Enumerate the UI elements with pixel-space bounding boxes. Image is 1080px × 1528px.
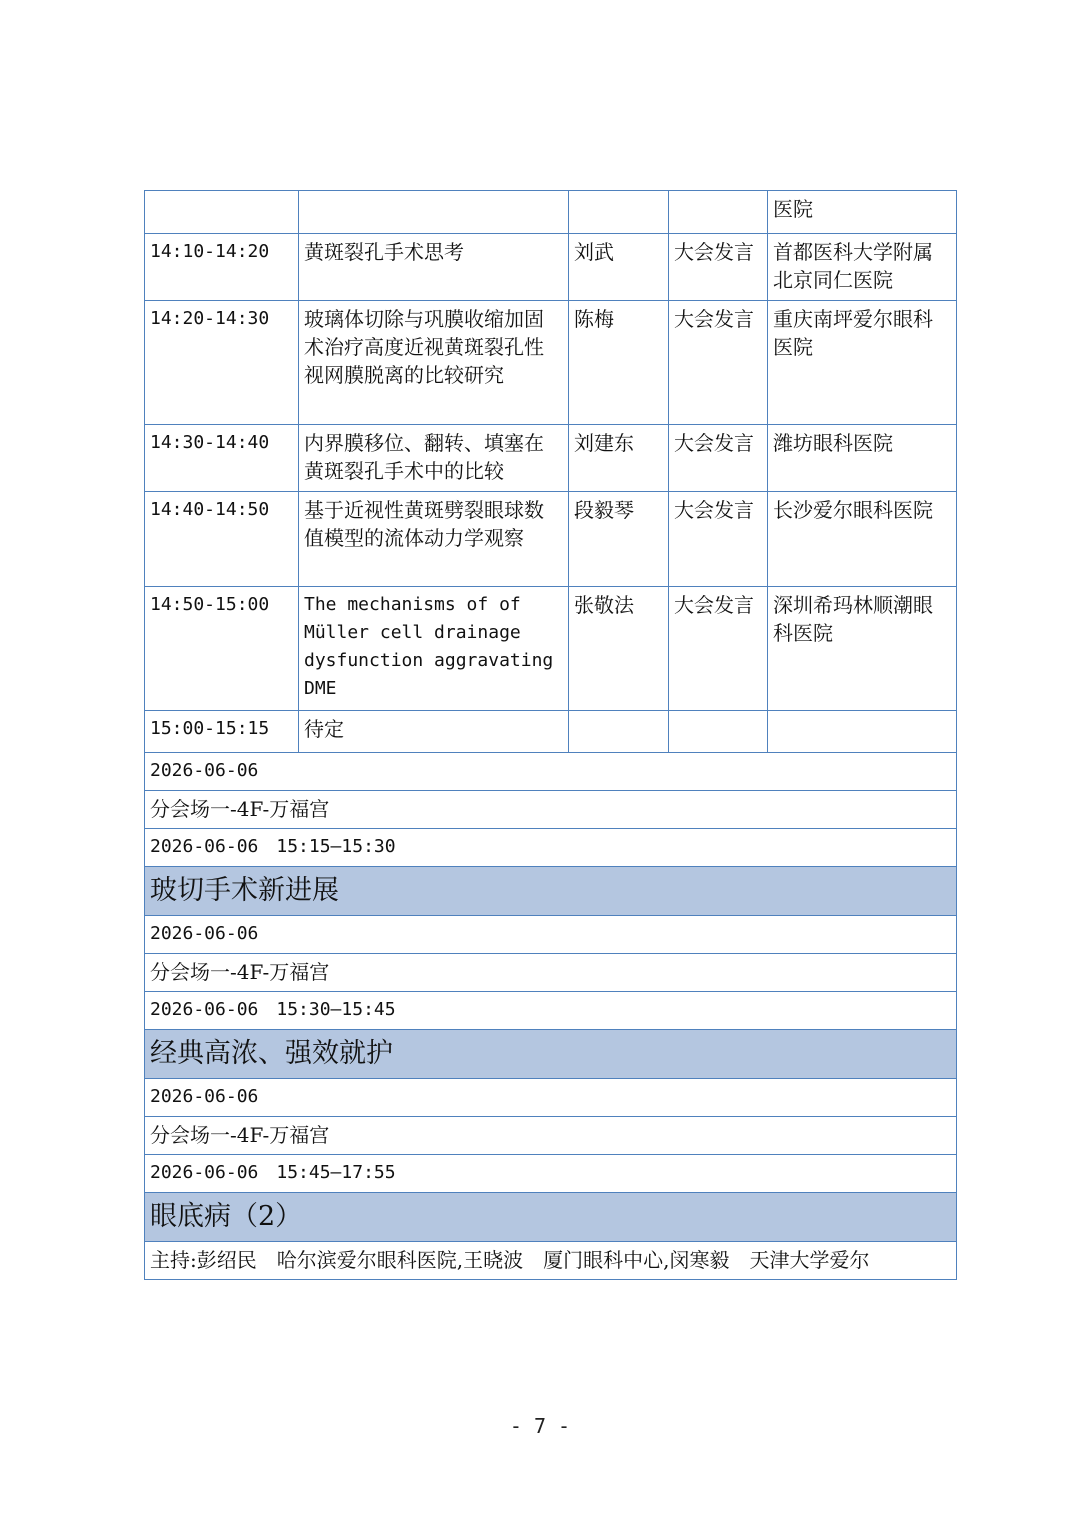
session-date-row [145, 1079, 957, 1117]
schedule-sheet [144, 190, 956, 1280]
session-heading-row [145, 1030, 957, 1079]
speaker-cell: 刘建东 [569, 425, 669, 492]
table-row [145, 191, 957, 234]
org-cell: 潍坊眼科医院 [768, 425, 957, 492]
org-cell: 首都医科大学附属北京同仁医院 [768, 234, 957, 301]
org-cell: 医院 [768, 191, 957, 234]
session-date: 2026-06-06 [145, 916, 957, 954]
table-row [145, 425, 957, 492]
session-date: 2026-06-06 [145, 753, 957, 791]
page-number: - 7 - [509, 1414, 571, 1438]
time-cell: 14:40-14:50 [145, 492, 299, 587]
host-row [145, 1242, 957, 1280]
table-row [145, 234, 957, 301]
speaker-cell: 段毅琴 [569, 492, 669, 587]
table-row [145, 711, 957, 753]
session-title: 眼底病（2） [145, 1193, 957, 1242]
title-cell: 内界膜移位、翻转、填塞在黄斑裂孔手术中的比较 [299, 425, 569, 492]
type-cell: 大会发言 [669, 234, 768, 301]
time-cell: 15:00-15:15 [145, 711, 299, 753]
session-venue: 分会场一-4F-万福宫 [145, 954, 957, 992]
session-venue: 分会场一-4F-万福宫 [145, 791, 957, 829]
speaker-cell: 陈梅 [569, 301, 669, 425]
session-venue-row [145, 954, 957, 992]
session-timeslot-row [145, 829, 957, 867]
title-cell: 玻璃体切除与巩膜收缩加固术治疗高度近视黄斑裂孔性视网膜脱离的比较研究 [299, 301, 569, 425]
schedule-table [144, 190, 957, 1280]
org-cell: 重庆南坪爱尔眼科医院 [768, 301, 957, 425]
session-title: 玻切手术新进展 [145, 867, 957, 916]
speaker-cell [569, 191, 669, 234]
type-cell: 大会发言 [669, 301, 768, 425]
session-timeslot: 2026-06-06 15:45—17:55 [145, 1155, 957, 1193]
time-cell: 14:50-15:00 [145, 587, 299, 711]
time-cell: 14:30-14:40 [145, 425, 299, 492]
title-cell: The mechanisms of of Müller cell drainage dysfunction aggravating DME [299, 587, 569, 711]
session-venue-row [145, 1117, 957, 1155]
time-cell: 14:20-14:30 [145, 301, 299, 425]
session-date-row [145, 916, 957, 954]
type-cell [669, 711, 768, 753]
table-row [145, 587, 957, 711]
title-cell [299, 191, 569, 234]
table-row [145, 492, 957, 587]
session-venue-row [145, 791, 957, 829]
type-cell: 大会发言 [669, 587, 768, 711]
session-venue: 分会场一-4F-万福宫 [145, 1117, 957, 1155]
session-timeslot-row [145, 992, 957, 1030]
session-timeslot-row [145, 1155, 957, 1193]
title-cell: 黄斑裂孔手术思考 [299, 234, 569, 301]
speaker-cell: 刘武 [569, 234, 669, 301]
time-cell: 14:10-14:20 [145, 234, 299, 301]
time-cell [145, 191, 299, 234]
type-cell [669, 191, 768, 234]
org-cell: 长沙爱尔眼科医院 [768, 492, 957, 587]
speaker-cell: 张敬法 [569, 587, 669, 711]
table-row [145, 301, 957, 425]
session-title: 经典高浓、强效就护 [145, 1030, 957, 1079]
org-cell [768, 711, 957, 753]
title-cell: 待定 [299, 711, 569, 753]
session-timeslot: 2026-06-06 15:30—15:45 [145, 992, 957, 1030]
session-heading-row [145, 867, 957, 916]
type-cell: 大会发言 [669, 492, 768, 587]
org-cell: 深圳希玛林顺潮眼科医院 [768, 587, 957, 711]
session-heading-row [145, 1193, 957, 1242]
session-date-row [145, 753, 957, 791]
host-line: 主持:彭绍民 哈尔滨爱尔眼科医院,王晓波 厦门眼科中心,闵寒毅 天津大学爱尔 [145, 1242, 957, 1280]
session-date: 2026-06-06 [145, 1079, 957, 1117]
type-cell: 大会发言 [669, 425, 768, 492]
speaker-cell [569, 711, 669, 753]
session-timeslot: 2026-06-06 15:15—15:30 [145, 829, 957, 867]
title-cell: 基于近视性黄斑劈裂眼球数值模型的流体动力学观察 [299, 492, 569, 587]
